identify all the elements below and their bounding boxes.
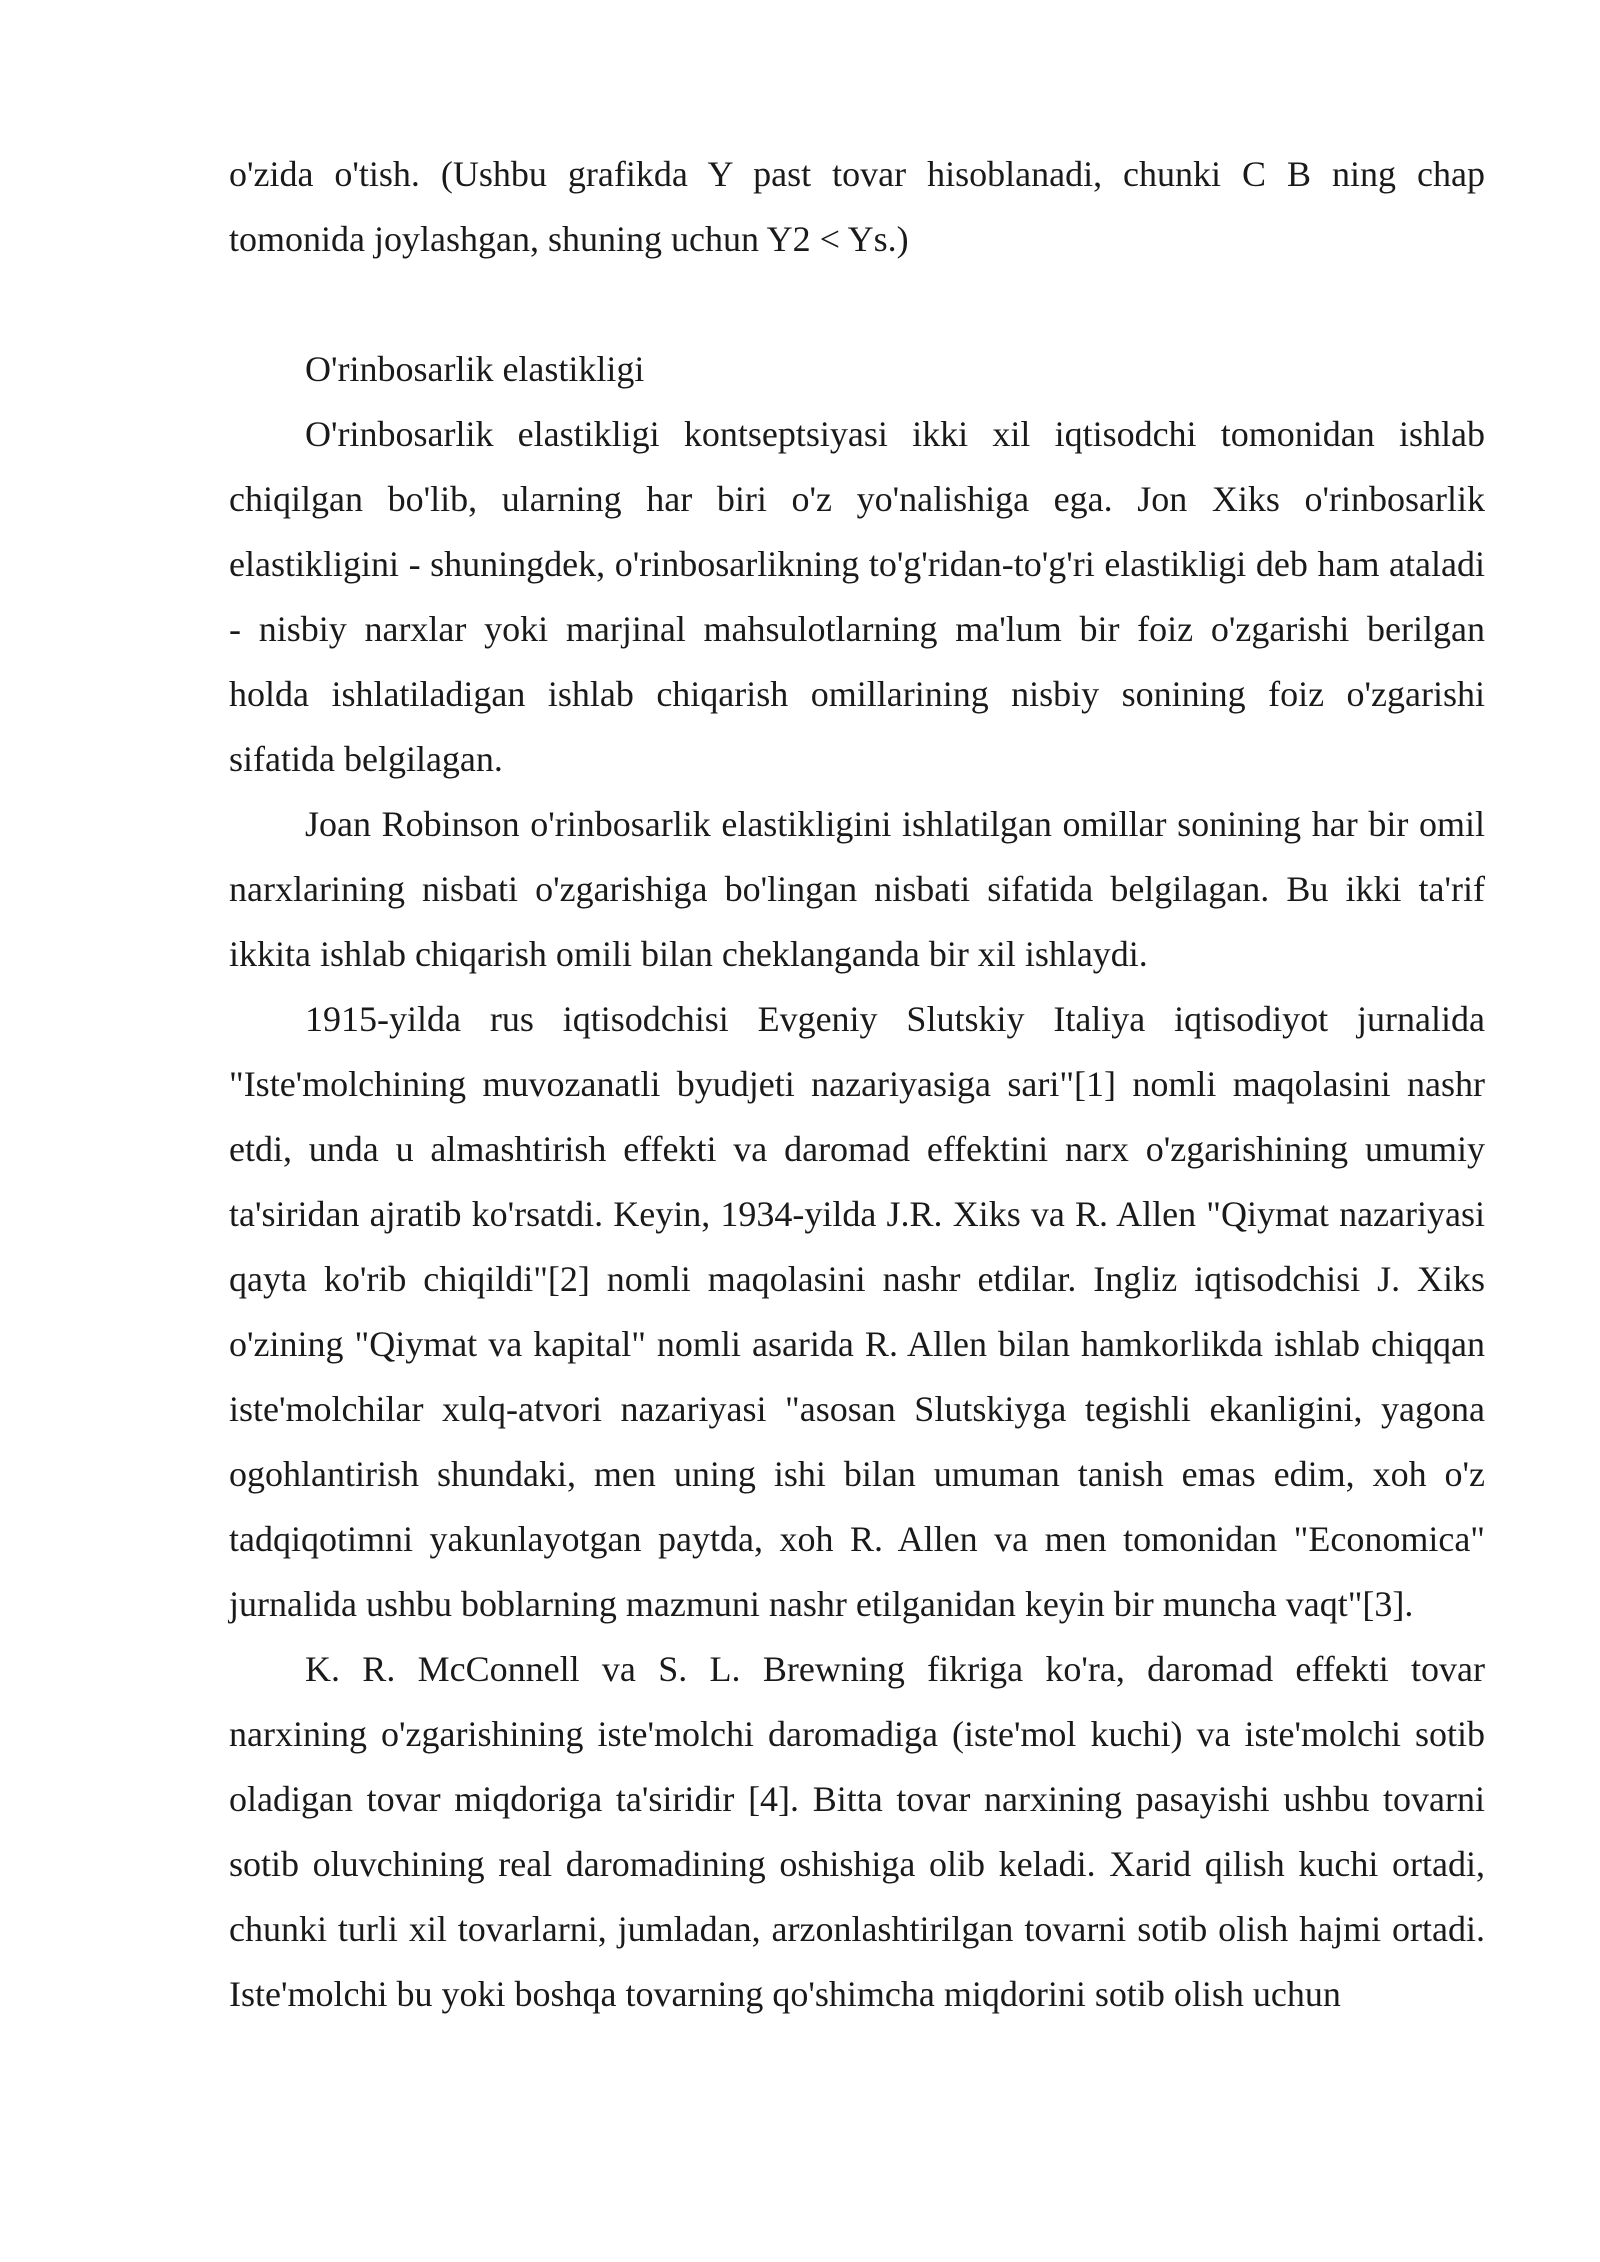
paragraph-3: 1915-yilda rus iqtisodchisi Evgeniy Slutskiy Italiya iqtisodiyot jurnalida "Iste'molchining muvozanatli byudjeti nazariyasiga sari"[1] nomli maqolasini nashr etdi, unda u almashtirish effekti va daromad effektini narx o'zgarishining umumiy ta'siridan ajratib ko'rsatdi. Keyin, 1934-yilda J.R. Xiks va R. Allen "Qiymat nazariyasi qayta ko'rib chiqildi"[2] nomli maqolasini nashr etdilar. Ingliz iqtisodchisi J. Xiks o'zining "Qiymat va kapital" nomli asarida R. Allen bilan hamkorlikda ishlab chiqqan iste'molchilar xulq-atvori nazariyasi "asosan Slutskiyga tegishli ekanligini, yagona ogohlantirish shundaki, men uning ishi bilan umuman tanish emas edim, xoh o'z tadqiqotimni yakunlayotgan paytda, xoh R. Allen va men tomonidan "Economica" jurnalida ushbu boblarning mazmuni nashr etilganidan keyin bir muncha vaqt"[3].	[229, 999, 1485, 1624]
paragraph-1: O'rinbosarlik elastikligi kontseptsiyasi ikki xil iqtisodchi tomonidan ishlab chiqilgan bo'lib, ularning har biri o'z yo'nalishiga ega. Jon Xiks o'rinbosarlik elastikligini - shuningdek, o'rinbosarlikning to'g'ridan-to'g'ri elastikligi deb ham ataladi - nisbiy narxlar yoki marjinal mahsulotlarning ma'lum bir foiz o'zgarishi berilgan holda ishlatiladigan ishlab chiqarish omillarining nisbiy sonining foiz o'zgarishi sifatida belgilagan.	[229, 414, 1485, 779]
paragraph-continuation: o'zida o'tish. (Ushbu grafikda Y past tovar hisoblanadi, chunki C B ning chap tomonida joylashgan, shuning uchun Y2 < Ys.)	[229, 154, 1485, 259]
section-heading: O'rinbosarlik elastikligi	[305, 349, 645, 389]
document-page	[229, 142, 1485, 2027]
paragraph-2: Joan Robinson o'rinbosarlik elastikligini ishlatilgan omillar sonining har bir omil narxlarining nisbati o'zgarishiga bo'lingan nisbati sifatida belgilagan. Bu ikki ta'rif ikkita ishlab chiqarish omili bilan cheklanganda bir xil ishlaydi.	[229, 804, 1485, 974]
paragraph-4: K. R. McConnell va S. L. Brewning fikriga ko'ra, daromad effekti tovar narxining o'zgarishining iste'molchi daromadiga (iste'mol kuchi) va iste'molchi sotib oladigan tovar miqdoriga ta'siridir [4]. Bitta tovar narxining pasayishi ushbu tovarni sotib oluvchining real daromadining oshishiga olib keladi. Xarid qilish kuchi ortadi, chunki turli xil tovarlarni, jumladan, arzonlashtirilgan tovarni sotib olish hajmi ortadi. Iste'molchi bu yoki boshqa tovarning qo'shimcha miqdorini sotib olish uchun	[229, 1649, 1485, 2014]
